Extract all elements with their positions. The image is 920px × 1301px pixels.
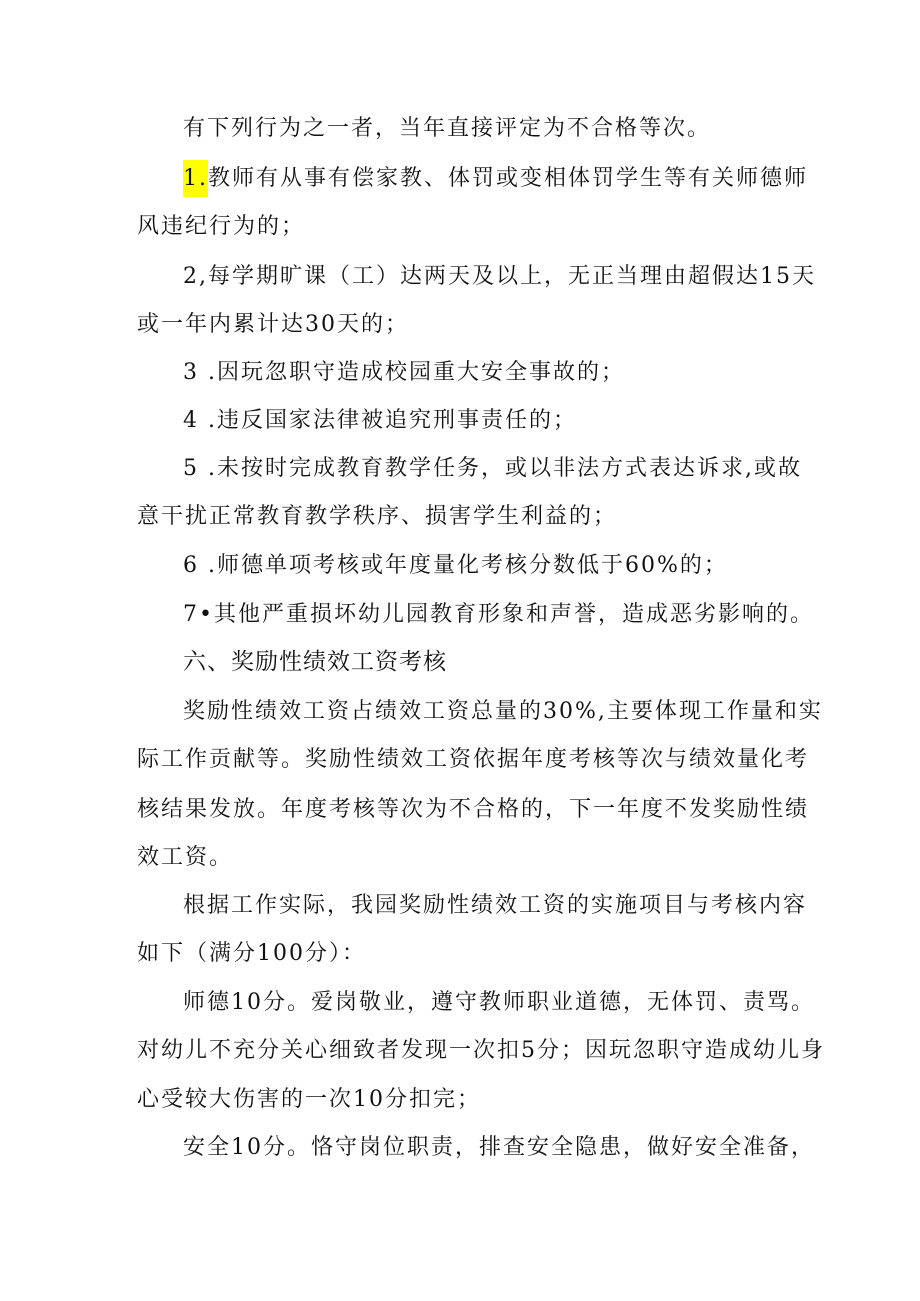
paragraph-line: 际工作贡献等。奖励性绩效工资依据年度考核等次与绩效量化考	[137, 747, 810, 772]
paragraph-line: 对幼儿不充分关心细致者发现一次扣5分；因玩忽职守造成幼儿身	[137, 1038, 825, 1063]
paragraph-line: 师德10分。爱岗敬业，遵守教师职业道德，无体罚、责骂。	[183, 990, 815, 1015]
list-item-continuation: 风违纪行为的；	[137, 214, 306, 239]
list-item-continuation: 或一年内累计达30天的；	[137, 312, 409, 337]
paragraph-line: 奖励性绩效工资占绩效工资总量的30%,主要体现工作量和实	[183, 699, 823, 724]
list-item-1-first-line	[183, 164, 808, 194]
list-item-4: 4 .违反国家法律被追究刑事责任的；	[183, 408, 577, 433]
list-item-3: 3 .因玩忽职守造成校园重大安全事故的；	[183, 360, 625, 385]
paragraph-line: 心受较大伤害的一次10分扣完；	[137, 1087, 481, 1112]
paragraph-line: 根据工作实际，我园奖励性绩效工资的实施项目与考核内容	[183, 893, 808, 918]
list-item-continuation: 意干扰正常教育教学秩序、损害学生利益的；	[137, 504, 618, 529]
paragraph-line: 核结果发放。年度考核等次为不合格的，下一年度不发奖励性绩	[137, 797, 810, 822]
paragraph-line: 安全10分。恪守岗位职责，排查安全隐患，做好安全准备，	[183, 1135, 815, 1160]
paragraph-line: 效工资。	[137, 845, 234, 870]
highlighted-number: 1.	[183, 160, 208, 197]
list-item-5: 5 .未按时完成教育教学任务，或以非法方式表达诉求,或故	[183, 456, 802, 481]
list-item-6: 6 .师德单项考核或年度量化考核分数低于60%的；	[183, 553, 728, 578]
list-item-2: 2,每学期旷课（工）达两天及以上，无正当理由超假达15天	[183, 264, 816, 289]
list-item-text: 教师有从事有偿家教、体罚或变相体罚学生等有关师德师	[208, 166, 809, 191]
list-item-7: 7•其他严重损坏幼儿园教育形象和声誉，造成恶劣影响的。	[183, 602, 814, 627]
paragraph-line: 有下列行为之一者，当年直接评定为不合格等次。	[183, 116, 712, 141]
section-heading: 六、奖励性绩效工资考核	[183, 649, 447, 675]
paragraph-line: 如下（满分100分）：	[137, 941, 366, 966]
